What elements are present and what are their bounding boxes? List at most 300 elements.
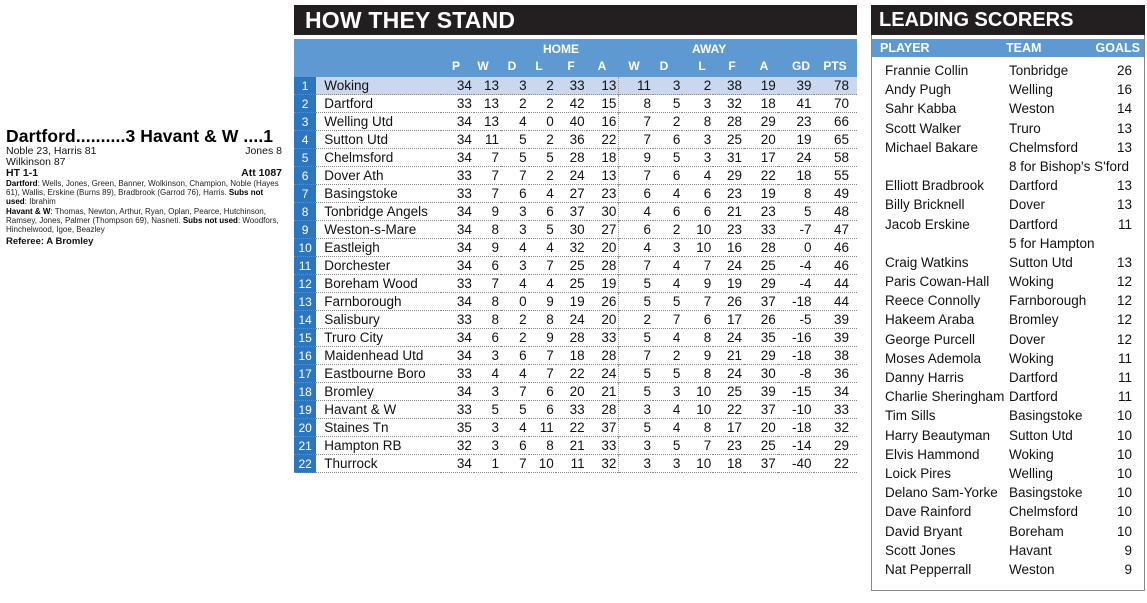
stat-cell-aw: 6 [619,221,653,239]
scorer-team: Chelmsford [1009,139,1079,155]
match-headline: Dartford..........3 Havant & W ....1 [6,126,274,146]
stat-cell-p: 33 [456,96,472,111]
position-cell: 17 [294,365,316,383]
position-cell: 14 [294,311,316,329]
column-header-hl: L [535,59,543,73]
stat-cell-aw: 5 [619,275,653,293]
team-name-cell: Thurrock [324,456,378,471]
stat-cell-aw: 4 [619,203,653,221]
stat-cell-aw: 5 [619,365,653,383]
stat-cell-hd: 5 [519,402,527,417]
stat-cell-al: 7 [703,258,712,273]
stat-cell-aa: 29 [760,276,776,291]
scorer-row [872,197,1144,216]
scorers-list [872,63,1144,581]
stat-cell-p: 33 [456,186,472,201]
scorer-name: Reece Connolly [885,293,981,309]
away-scorers: Jones 8 [245,145,282,157]
stat-cell-ad: 4 [672,258,681,273]
stat-cell-aa: 19 [760,186,776,201]
stat-cell-ha: 21 [601,384,617,399]
team-name-cell: Hampton RB [324,438,402,453]
stat-cell-hl: 7 [546,366,554,381]
away-subs-text: : Woodfors, Hinchelwood, Igoe, Beazley [6,215,279,235]
stat-cell-p: 34 [456,456,472,471]
stat-cell-hl: 2 [546,132,554,147]
stat-cell-af: 24 [727,330,743,345]
team-name-cell: Dorchester [324,258,391,273]
column-header-hw: W [477,59,489,73]
stat-cell-af: 23 [727,186,743,201]
table-row [294,455,857,473]
stat-cell-hw: 8 [491,222,500,237]
scorer-name: Hakeem Araba [885,312,975,328]
stat-cell-hw: 4 [491,366,500,381]
stat-cell-p: 33 [456,168,472,183]
stat-cell-ha: 26 [601,294,617,309]
scorer-team: Dartford [1009,178,1058,194]
position-cell: 1 [294,77,316,95]
stat-cell-ha: 28 [601,402,617,417]
stat-cell-aw: 5 [619,293,653,311]
stat-cell-hw: 7 [491,276,500,291]
stat-cell-hw: 7 [491,186,500,201]
column-header-hf: F [567,59,575,73]
scorer-row [872,178,1144,197]
ht-att-line [6,168,282,179]
scorer-team: Tonbridge [1009,63,1069,78]
stat-cell-gd: -18 [792,420,812,435]
team-name-cell: Eastleigh [324,240,380,255]
team-name-cell: Havant & W [324,402,397,417]
scorer-row [872,447,1144,466]
column-header-ad: D [659,59,669,73]
scorer-row [872,255,1144,274]
stat-cell-hd: 3 [519,204,527,219]
position-cell: 6 [294,167,316,185]
stat-cell-p: 34 [456,330,472,345]
stat-cell-aa: 22 [760,168,776,183]
stat-cell-hl: 6 [546,204,554,219]
table-row [294,365,857,383]
stat-cell-ad: 5 [672,438,681,453]
stat-cell-gd: -7 [799,222,812,237]
scorer-row [872,408,1144,427]
stat-cell-hl: 6 [546,384,554,399]
stat-cell-hl: 7 [546,258,554,273]
stat-cell-al: 8 [703,114,712,129]
stat-cell-hd: 4 [519,276,527,291]
scorer-note-row [872,236,1144,255]
stat-cell-aa: 39 [760,384,776,399]
stat-cell-aa: 23 [760,204,776,219]
stat-cell-hd: 7 [519,384,527,399]
stat-cell-ha: 13 [587,77,619,95]
position-cell: 7 [294,185,316,203]
position-cell: 22 [294,455,316,473]
stat-cell-pts: 66 [833,114,849,129]
stat-cell-ha: 20 [601,312,617,327]
scorer-name: Elliott Bradbrook [885,178,985,194]
scorer-row [872,217,1144,236]
stat-cell-aa: 30 [760,366,776,381]
scorer-team: Welling [1009,82,1054,98]
scorer-team: Chelmsford [1009,504,1079,520]
referee: Referee: A Bromley [6,236,94,248]
stat-cell-al: 8 [703,366,712,381]
team-name-cell: Tonbridge Angels [324,204,428,219]
table-row [294,419,857,437]
stat-cell-al: 6 [703,204,712,219]
scorer-name: Loick Pires [885,465,952,481]
position-cell: 16 [294,347,316,365]
stat-cell-aa: 37 [760,294,776,309]
stat-cell-hw: 9 [491,240,500,255]
table-row [294,131,857,149]
stat-cell-al: 10 [696,456,712,471]
stat-cell-al: 10 [696,402,712,417]
scorer-name: Jacob Erskine [885,216,970,232]
stat-cell-hw: 7 [491,150,500,165]
stat-cell-hf: 30 [569,222,585,237]
stat-cell-hw: 1 [491,456,500,471]
scorer-name: Frannie Collin [885,63,969,78]
position-cell: 21 [294,437,316,455]
stat-cell-pts: 44 [833,276,849,291]
scorer-team: Woking [1009,274,1054,290]
stat-cell-p: 32 [456,438,472,453]
scorer-team: Dartford [1009,370,1058,385]
stat-cell-gd: 24 [796,150,812,165]
stat-cell-hl: 9 [546,330,554,345]
stat-cell-af: 28 [727,114,743,129]
stat-cell-aa: 17 [760,150,776,165]
stat-cell-ad: 4 [672,402,681,417]
table-row [294,95,857,113]
stat-cell-hd: 2 [519,312,527,327]
stat-cell-hd: 5 [519,132,527,147]
scorer-name: Billy Bricknell [885,197,965,213]
league-table-title: HOW THEY STAND [294,5,857,35]
away-team-label: Havant & W [6,206,51,216]
scorer-goals: 13 [1116,197,1132,213]
stat-cell-hw: 3 [491,420,500,435]
scorer-team: Woking [1009,446,1054,462]
scorer-row [872,101,1144,120]
stat-cell-hl: 6 [546,402,554,417]
table-row [294,239,857,257]
stat-cell-hl: 8 [546,312,554,327]
scorer-row [872,485,1144,504]
scorer-goals: 13 [1116,139,1132,155]
stat-cell-ha: 15 [601,96,617,111]
scorer-name: Danny Harris [885,370,964,385]
scorer-row [872,140,1144,159]
stat-cell-p: 34 [456,150,472,165]
scorer-team: Farnborough [1009,293,1087,309]
stat-cell-ad: 4 [672,276,681,291]
stat-cell-aw: 9 [619,149,653,167]
team-name-cell: Dover Ath [324,168,384,183]
team-name-cell: Boreham Wood [324,276,418,291]
stat-cell-hf: 20 [569,384,585,399]
table-row [294,437,857,455]
team-name-cell: Chelmsford [324,150,394,165]
stat-cell-aw: 5 [619,383,653,401]
stat-cell-hd: 3 [519,258,527,273]
table-row [294,113,857,131]
stat-cell-af: 24 [727,366,743,381]
scorer-note: 5 for Hampton [1009,235,1095,251]
stat-cell-ad: 3 [672,456,681,471]
stat-cell-ad: 4 [672,186,681,201]
stat-cell-hf: 37 [569,204,585,219]
stat-cell-af: 23 [727,438,743,453]
stat-cell-p: 35 [456,420,472,435]
stat-cell-ha: 28 [601,258,617,273]
stat-cell-gd: -18 [792,348,812,363]
stat-cell-hl: 11 [539,420,554,435]
stat-cell-al: 10 [696,240,712,255]
column-header-gd: GD [792,59,810,73]
stat-cell-gd: 8 [804,186,812,201]
scorer-note-row [872,159,1144,178]
scorer-name: Andy Pugh [885,82,952,98]
stat-cell-al: 10 [696,222,712,237]
stat-cell-ha: 32 [601,456,617,471]
scorer-name: Craig Watkins [885,254,969,270]
stat-cell-hd: 7 [519,456,527,471]
column-header-ha: A [597,59,607,73]
stat-cell-aw: 2 [619,311,653,329]
stat-cell-hd: 5 [519,150,527,165]
stat-cell-pts: 34 [833,384,849,399]
stat-cell-hf: 40 [569,114,585,129]
stat-cell-hd: 3 [501,77,529,95]
stat-cell-ad: 6 [672,204,681,219]
scorer-goals: 16 [1116,82,1132,98]
stat-cell-af: 25 [727,384,743,399]
stat-cell-ha: 24 [601,366,617,381]
home-subs-label: Subs not used [6,188,264,207]
stat-cell-pts: 29 [833,438,849,453]
team-name-cell: Dartford [324,96,374,111]
scorer-note: 8 for Bishop's S'ford [1009,158,1129,174]
stat-cell-aw: 7 [619,131,653,149]
match-report [6,126,282,247]
stat-cell-aw: 5 [619,419,653,437]
stat-cell-al: 2 [682,77,713,95]
scorer-row [872,63,1144,82]
scorer-goals: 13 [1116,178,1132,194]
team-name-cell: Truro City [324,330,384,345]
stat-cell-hd: 4 [519,114,527,129]
stat-cell-hl: 5 [546,150,554,165]
stat-cell-hd: 2 [519,330,527,345]
stat-cell-aw: 7 [619,167,653,185]
team-name-cell: Salisbury [324,312,380,327]
stat-cell-hw: 9 [491,204,500,219]
scorer-team: Woking [1009,350,1054,366]
stat-cell-aw: 5 [619,329,653,347]
stat-cell-pts: 32 [833,420,849,435]
stat-cell-gd: -5 [799,312,812,327]
stat-cell-hl: 9 [546,294,554,309]
stat-cell-hd: 2 [519,96,527,111]
stat-cell-hw: 3 [491,384,500,399]
scorer-row [872,312,1144,331]
scorer-name: George Purcell [885,331,976,347]
scorer-name: Elvis Hammond [885,446,980,462]
stat-cell-af: 24 [727,258,743,273]
stat-cell-hf: 25 [569,276,585,291]
stat-cell-hf: 11 [570,456,585,471]
scorer-goals: 10 [1116,408,1132,424]
team-name-cell: Welling Utd [324,114,394,129]
stat-cell-aa: 29 [760,114,776,129]
stat-cell-af: 26 [727,294,743,309]
stat-cell-p: 34 [456,222,472,237]
stat-cell-hl: 4 [546,276,554,291]
stat-cell-af: 21 [727,348,743,363]
scorer-row [872,370,1144,389]
stat-cell-ha: 18 [601,150,617,165]
half-time-score: HT 1-1 [6,167,39,179]
stat-cell-ha: 23 [601,186,617,201]
stat-cell-hf: 22 [569,420,585,435]
stat-cell-aa: 33 [760,222,776,237]
scorer-team: Sutton Utd [1009,254,1073,270]
stat-cell-gd: 41 [796,96,812,111]
stat-cell-ha: 13 [601,168,617,183]
scorer-team: Welling [1009,465,1054,481]
scorer-goals: 14 [1116,101,1132,117]
scorer-name: Charlie Sheringham [885,389,1005,405]
leading-scorers [871,5,1145,591]
home-lineup [6,179,282,207]
stat-cell-hl: 2 [546,96,554,111]
scorer-goals: 11 [1117,216,1132,232]
stat-cell-gd: -8 [799,366,812,381]
column-header-aw: W [628,59,640,73]
stat-cell-ad: 4 [672,420,681,435]
scorer-goals: 10 [1116,446,1132,462]
scorer-name: Nat Pepperrall [885,561,972,577]
stat-cell-gd: -10 [792,402,812,417]
stat-cell-hf: 42 [569,96,585,111]
stat-cell-hf: 28 [569,150,585,165]
stat-cell-aa: 25 [760,258,776,273]
stat-cell-p: 34 [456,294,472,309]
scorer-team: Dartford [1009,216,1058,232]
scorer-goals: 12 [1116,312,1132,328]
scorer-goals: 11 [1117,350,1132,366]
scorer-goals: 13 [1116,254,1132,270]
table-row [294,293,857,311]
position-cell: 19 [294,401,316,419]
scorer-name: Delano Sam-Yorke [885,485,998,501]
position-cell: 2 [294,95,316,113]
scorer-goals: 10 [1116,465,1132,481]
table-row [294,167,857,185]
stat-cell-p: 34 [456,258,472,273]
scorer-goals: 12 [1116,274,1132,290]
away-lineup [6,207,282,235]
stat-cell-ad: 7 [672,312,681,327]
stat-cell-p: 33 [456,366,472,381]
stat-cell-gd: -4 [799,258,812,273]
scorer-row [872,543,1144,562]
stat-cell-aw: 7 [619,347,653,365]
stat-cell-ad: 6 [672,168,681,183]
stat-cell-af: 31 [727,150,743,165]
team-name-cell: Sutton Utd [324,132,389,147]
scorer-row [872,562,1144,581]
stat-cell-hd: 6 [519,348,527,363]
scorer-goals: 12 [1116,293,1132,309]
home-group-label: HOME [543,42,579,56]
stat-cell-af: 38 [713,77,744,95]
stat-cell-al: 6 [703,186,712,201]
scorer-team: Weston [1009,101,1055,117]
scorer-row [872,351,1144,370]
position-cell: 9 [294,221,316,239]
stat-cell-pts: 44 [833,294,849,309]
stat-cell-af: 18 [727,456,743,471]
stat-cell-aw: 3 [619,437,653,455]
team-name-cell: Staines Tn [324,420,389,435]
scorer-goals: 10 [1116,523,1132,539]
scorer-team: Dover [1009,197,1046,213]
stat-cell-al: 9 [703,348,712,363]
stat-cell-pts: 55 [833,168,849,183]
stat-cell-hw: 5 [491,402,500,417]
scorer-name: Harry Beautyman [885,427,991,443]
stat-cell-hf: 22 [569,366,585,381]
stat-cell-aw: 8 [619,95,653,113]
stat-cell-ha: 28 [601,348,617,363]
stat-cell-ha: 33 [601,438,617,453]
column-header-hd: D [507,59,517,73]
stat-cell-pts: 38 [833,348,849,363]
stat-cell-aa: 37 [760,456,776,471]
table-row [294,329,857,347]
scorer-team: Boreham [1009,523,1064,539]
stat-cell-hw: 13 [484,114,500,129]
stat-cell-hd: 0 [519,294,527,309]
stat-cell-aa: 28 [760,240,776,255]
stat-cell-af: 17 [727,420,743,435]
stat-cell-pts: 36 [833,366,849,381]
stat-cell-aa: 35 [760,330,776,345]
stat-cell-aw: 7 [619,113,653,131]
scorer-goals: 13 [1116,120,1132,136]
stat-cell-ad: 2 [672,222,681,237]
stat-cell-gd: 39 [778,77,814,95]
scorer-goals: 9 [1124,561,1132,577]
team-name-cell: Woking [316,77,441,95]
stat-cell-af: 17 [727,312,743,327]
stat-cell-p: 34 [456,114,472,129]
stat-cell-pts: 48 [833,204,849,219]
stat-cell-al: 3 [703,150,712,165]
stat-cell-pts: 58 [833,150,849,165]
scorer-goals: 10 [1116,485,1132,501]
stat-cell-hf: 19 [569,294,585,309]
scorer-row [872,524,1144,543]
stat-cell-hl: 4 [546,186,554,201]
stat-cell-aa: 18 [760,96,776,111]
